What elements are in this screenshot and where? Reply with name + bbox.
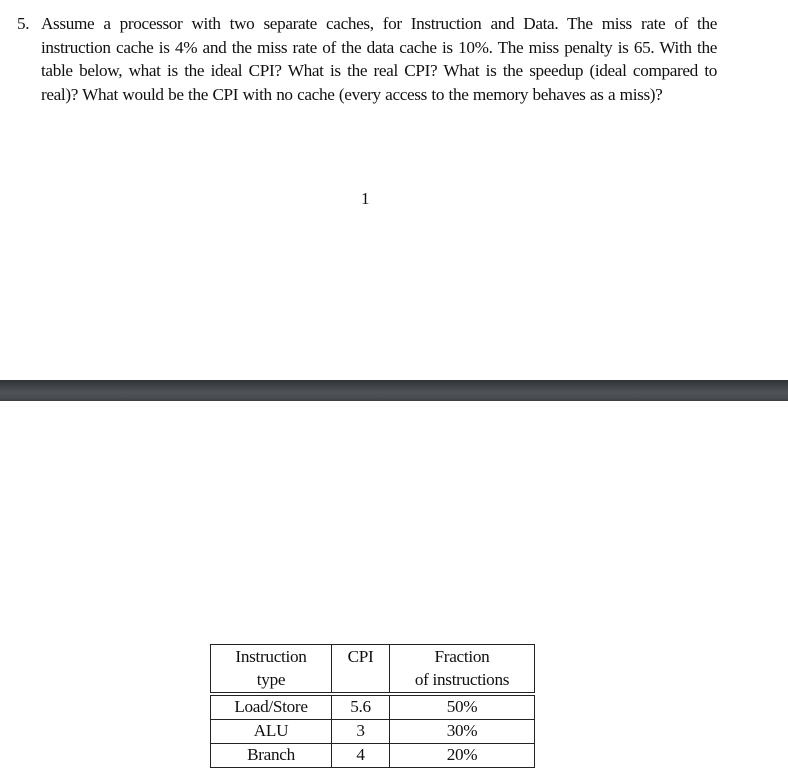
problem-number: 5. [17, 14, 30, 33]
problem-text: Assume a processor with two separate caches, for Instruction and Data. The miss rate of the instruction cache is 4% and the miss rate of the data cache is 10%. The miss penalty is 65. With the table below, what is the ideal CPI? What is the real CPI? What is the speedup (ideal compared to real)? What would be the CPI with no cache (every access to the memory behaves as a miss)? [41, 14, 717, 104]
cell-type: Load/Store [211, 694, 332, 720]
instruction-cpi-table [210, 644, 535, 768]
table-row [211, 694, 535, 720]
header-instruction-type: Instruction type [211, 645, 332, 695]
cell-cpi: 3 [332, 720, 390, 744]
cell-type: Branch [211, 744, 332, 768]
cell-cpi: 5.6 [332, 694, 390, 720]
page-divider [0, 380, 788, 401]
header-fraction: Fraction of instructions [390, 645, 535, 695]
header-cpi: CPI [332, 645, 390, 695]
cell-fraction: 30% [390, 720, 535, 744]
cell-type: ALU [211, 720, 332, 744]
cell-fraction: 50% [390, 694, 535, 720]
table-header-row [211, 645, 535, 695]
cell-cpi: 4 [332, 744, 390, 768]
cell-fraction: 20% [390, 744, 535, 768]
table-row [211, 720, 535, 744]
page-number: 1 [361, 189, 370, 208]
table-row [211, 744, 535, 768]
problem-statement [17, 12, 717, 106]
